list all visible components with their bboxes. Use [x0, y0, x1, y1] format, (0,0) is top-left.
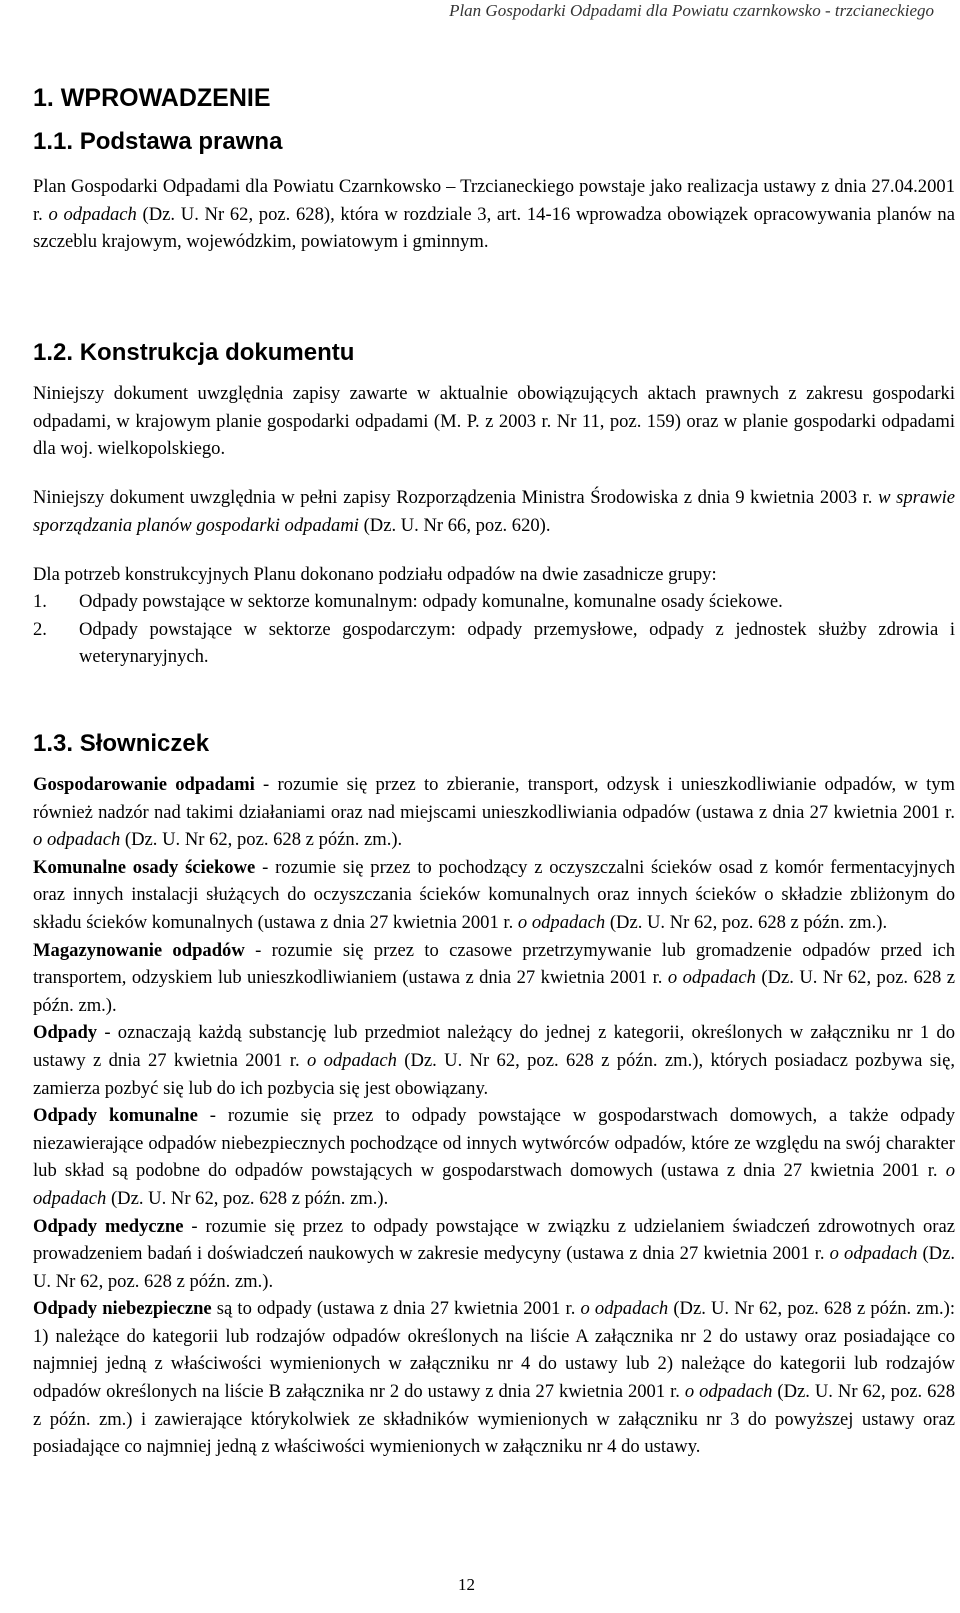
glossary-term: Odpady komunalne [33, 1105, 198, 1127]
paragraph-structure-1: Niniejszy dokument uwzględnia zapisy zawarte w aktualnie obowiązujących aktach prawnych z zakresu gospodarki odpadami, w krajowym planie gospodarki odpadami (M. P. z 2003 r. Nr 11, poz. 159) oraz w planie gospodarki odpadami dla woj. wielkopolskiego. [33, 383, 955, 459]
section-heading: 1. WPROWADZENIE [33, 84, 271, 112]
glossary-term: Komunalne osady ściekowe [33, 856, 256, 878]
list-item-text: Odpady powstające w sektorze komunalnym: odpady komunalne, komunalne osady ściekowe. [79, 591, 783, 612]
glossary-term: Magazynowanie odpadów [33, 939, 245, 961]
glossary-entry [33, 1019, 955, 1102]
italic-text-run: o odpadach [33, 829, 121, 851]
text-run: - rozumie się przez to czasowe przetrzymywanie lub gromadzenie odpadów przed ich transportem, odzyskiem lub unieszkodliwianiem (ustawa z dnia 27 kwietnia 2001 r. [33, 939, 955, 989]
glossary [33, 771, 955, 1461]
text-run: (Dz. U. Nr 62, poz. 628 z późn. zm.). [120, 829, 403, 851]
glossary-term: Odpady niebezpieczne [33, 1298, 212, 1320]
text-run: - rozumie się przez to odpady powstające w związku z udzielaniem świadczeń zdrowotnych oraz prowadzeniem badań i doświadczeń naukowych w zakresie medycyny (ustawa z dnia 27 kwietnia 2001 r. [33, 1215, 955, 1265]
text-run: są to odpady (ustawa z dnia 27 kwietnia 2001 r. [211, 1298, 581, 1320]
paragraph-structure-3: Dla potrzeb konstrukcyjnych Planu dokonano podziału odpadów na dwie zasadnicze grupy: [33, 564, 717, 585]
glossary-entry [33, 1102, 955, 1212]
glossary-term: Odpady [33, 1022, 98, 1044]
italic-text-run: o odpadach [667, 967, 756, 989]
glossary-entry [33, 771, 955, 854]
paragraph-legal-basis [33, 173, 955, 256]
subsection-heading-legal-basis: 1.1. Podstawa prawna [33, 128, 283, 155]
text-run: (Dz. U. Nr 62, poz. 628 z późn. zm.). [106, 1187, 389, 1209]
italic-text-run: o odpadach [33, 1160, 955, 1209]
glossary-entry [33, 1213, 955, 1296]
list-item-number: 2. [33, 618, 47, 640]
list-item [33, 588, 955, 616]
text-run: - rozumie się przez to zbieranie, transport, odzysk i unieszkodliwianie odpadów, w tym również nadzór nad takimi działaniami oraz nad miejscami unieszkodliwiania odpadów (ustawa z dnia 27 kwietnia 2001 r. [33, 774, 955, 823]
running-header: Plan Gospodarki Odpadami dla Powiatu czarnkowsko - trzcianeckiego [449, 1, 934, 20]
italic-text-run: o odpadach [517, 911, 606, 933]
list-item-text: Odpady powstające w sektorze gospodarczym: odpady przemysłowe, odpady z jednostek służby zdrowia i weterynaryjnych. [79, 618, 955, 667]
text-run: (Dz. U. Nr 62, poz. 628 z późn. zm.). [605, 911, 888, 933]
italic-text-run: w sprawie sporządzania planów gospodarki odpadami [33, 487, 955, 536]
glossary-entry [33, 1295, 955, 1461]
text-run: (Dz. U. Nr 62, poz. 628 z późn. zm.). [33, 1243, 956, 1292]
paragraph-structure-2 [33, 484, 955, 539]
subsection-heading-glossary: 1.3. Słowniczek [33, 730, 210, 757]
subsection-heading-document-structure: 1.2. Konstrukcja dokumentu [33, 339, 355, 366]
text-run: (Dz. U. Nr 62, poz. 628), która w rozdziale 3, art. 14-16 wprowadza obowiązek opracowywania planów na szczeblu krajowym, wojewódzkim, powiatowym i gminnym. [33, 203, 955, 252]
italic-text-run: o odpadach [580, 1298, 669, 1320]
waste-groups-list [33, 588, 955, 671]
text-run: (Dz. U. Nr 62, poz. 628 z późn. zm.), których posiadacz pozbywa się, zamierza pozbyć się lub do ich pozbycia się jest obowiązany. [33, 1049, 955, 1099]
list-item-number: 1. [33, 591, 47, 612]
page-number: 12 [458, 1575, 475, 1594]
glossary-term: Gospodarowanie odpadami [33, 774, 255, 795]
italic-text-run: o odpadach [684, 1381, 773, 1403]
text-run: (Dz. U. Nr 62, poz. 628 z późn. zm.) i zawierające którykolwiek ze składników wymienionych w załączniku nr 3 do powyższej ustawy oraz posiadające co najmniej jedną z właściwości wymienionych w załączniku nr 4 do ustawy. [33, 1381, 955, 1458]
glossary-entry [33, 854, 955, 937]
italic-text-run: o odpadach [48, 203, 137, 225]
text-run: (Dz. U. Nr 62, poz. 628 z późn. zm.). [33, 967, 956, 1016]
text-run: Plan Gospodarki Odpadami dla Powiatu Czarnkowsko – Trzcianeckiego powstaje jako realizacja ustawy z dnia 27.04.2001 r. [33, 176, 955, 225]
text-run: Niniejszy dokument uwzględnia w pełni zapisy Rozporządzenia Ministra Środowiska z dnia 9 kwietnia 2003 r. [33, 487, 879, 508]
list-item [33, 616, 955, 671]
glossary-entry [33, 937, 955, 1020]
italic-text-run: o odpadach [829, 1243, 918, 1265]
text-run: (Dz. U. Nr 66, poz. 620). [358, 514, 551, 536]
text-run: (Dz. U. Nr 62, poz. 628 z późn. zm.): 1) należące do kategorii lub rodzajów odpadów określonych na liście A załącznika nr 2 do ustawy oraz posiadające co najmniej jedną z właściwości wymienionych w załączniku nr 4 do ustawy lub 2) należące do kategorii lub rodzajów odpadów określonych na liście B załącznika nr 2 do ustawy z dnia 27 kwietnia 2001 r. [33, 1298, 955, 1403]
glossary-term: Odpady medyczne [33, 1215, 184, 1237]
text-run: - rozumie się przez to pochodzący z oczyszczalni ścieków osad z komór fermentacyjnych oraz innych instalacji służących do oczyszczania ścieków komunalnych oraz innych ścieków o składzie zbliżonym do składu ścieków komunalnych (ustawa z dnia 27 kwietnia 2001 r. [33, 856, 955, 933]
text-run: - oznaczają każdą substancję lub przedmiot należący do jednej z kategorii, określonych w załączniku nr 1 do ustawy z dnia 27 kwietnia 2001 r. [33, 1022, 955, 1071]
italic-text-run: o odpadach [306, 1049, 397, 1071]
text-run: - rozumie się przez to odpady powstające w gospodarstwach domowych, a także odpady niezawierające odpadów niebezpiecznych pochodzące od innych wytwórców odpadów, które ze względu na swój charakter lub skład są podobne do odpadów powstających w gospodarstwach domowych (ustawa z dnia 27 kwietnia 2001 r. [33, 1105, 955, 1182]
